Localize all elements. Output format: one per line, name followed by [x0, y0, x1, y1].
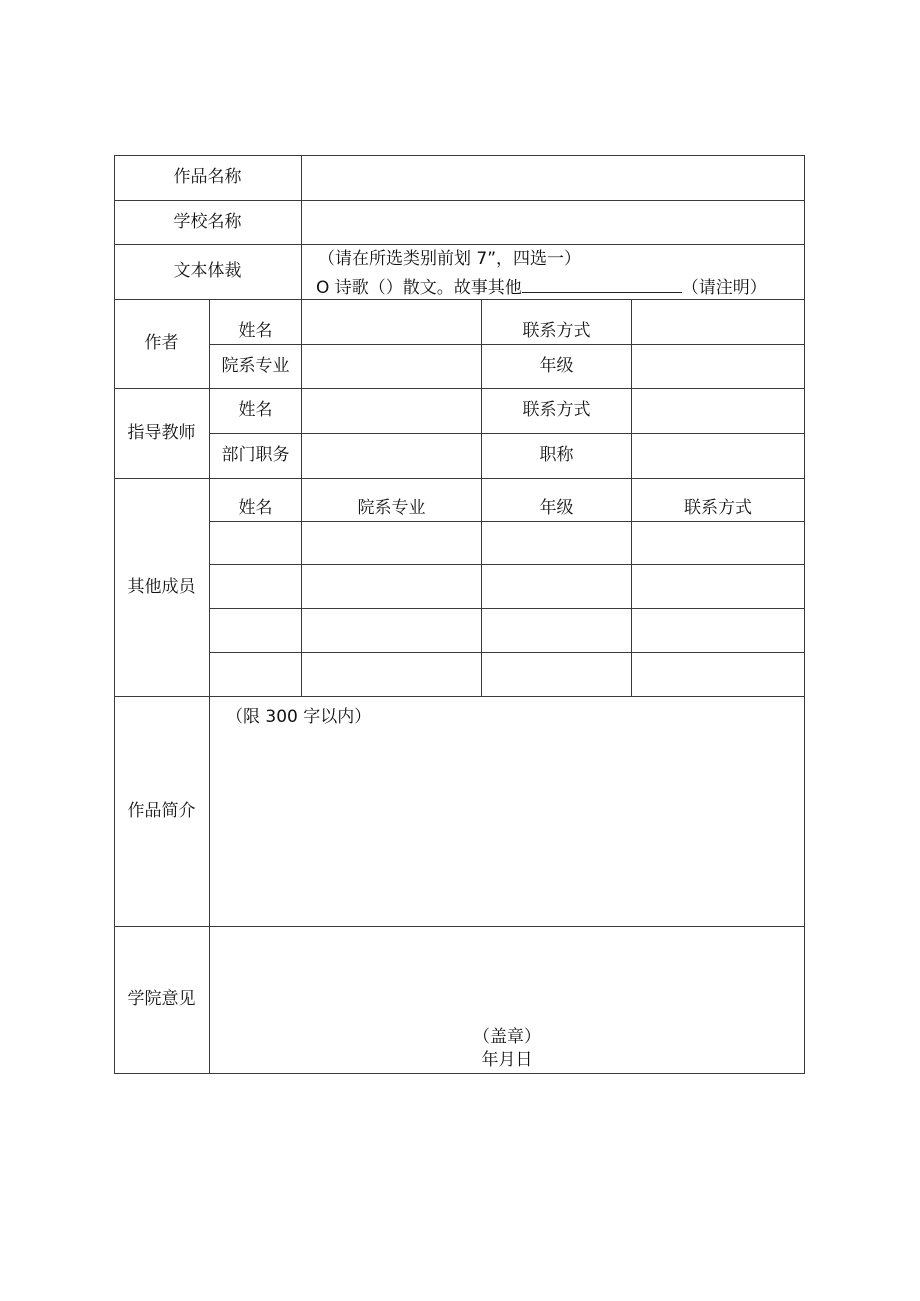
members-label: 其他成员	[127, 576, 196, 597]
author-label: 作者	[144, 333, 179, 354]
work-name-field[interactable]	[302, 156, 804, 200]
summary-hint: （限 300 字以内）	[226, 707, 372, 727]
author-grade-label: 年级	[539, 355, 574, 376]
date-text: 年月日	[481, 1049, 533, 1070]
members-header-name: 姓名	[238, 497, 273, 518]
border-line	[114, 478, 805, 479]
border-line	[210, 564, 805, 565]
school-name-field[interactable]	[302, 201, 804, 244]
members-header-contact: 联系方式	[684, 497, 752, 518]
school-name-label: 学校名称	[173, 211, 242, 232]
author-dept-major-label: 院系专业	[221, 355, 290, 376]
advisor-label: 指导教师	[127, 422, 196, 443]
seal-text: （盖章）	[473, 1026, 541, 1047]
genre-instruction: （请在所选类别前划 7”，四选一）	[318, 249, 582, 269]
summary-label: 作品简介	[127, 800, 196, 821]
application-form	[114, 155, 805, 1074]
genre-options-suffix: （请注明）	[681, 278, 767, 298]
college-opinion-label: 学院意见	[127, 989, 196, 1010]
members-header-dept-major: 院系专业	[357, 497, 426, 518]
other-genre-blank[interactable]	[522, 276, 682, 293]
border-line	[210, 521, 805, 522]
author-name-label: 姓名	[238, 321, 273, 342]
summary-field[interactable]	[210, 697, 804, 926]
border-line	[114, 926, 805, 927]
border-line	[210, 608, 805, 609]
border-line	[114, 1073, 805, 1074]
advisor-title-label: 职称	[539, 445, 574, 466]
members-header-grade: 年级	[539, 497, 574, 518]
genre-options[interactable]	[316, 276, 767, 299]
genre-label: 文本体裁	[173, 261, 242, 282]
border-line	[804, 155, 805, 1074]
author-contact-label: 联系方式	[522, 321, 591, 342]
advisor-dept-position-label: 部门职务	[221, 445, 290, 466]
genre-options-prefix: O 诗歌（）散文。故事其他	[316, 278, 522, 298]
border-line	[210, 652, 805, 653]
work-name-label: 作品名称	[173, 167, 242, 188]
advisor-name-label: 姓名	[238, 400, 273, 421]
advisor-contact-label: 联系方式	[522, 400, 591, 421]
